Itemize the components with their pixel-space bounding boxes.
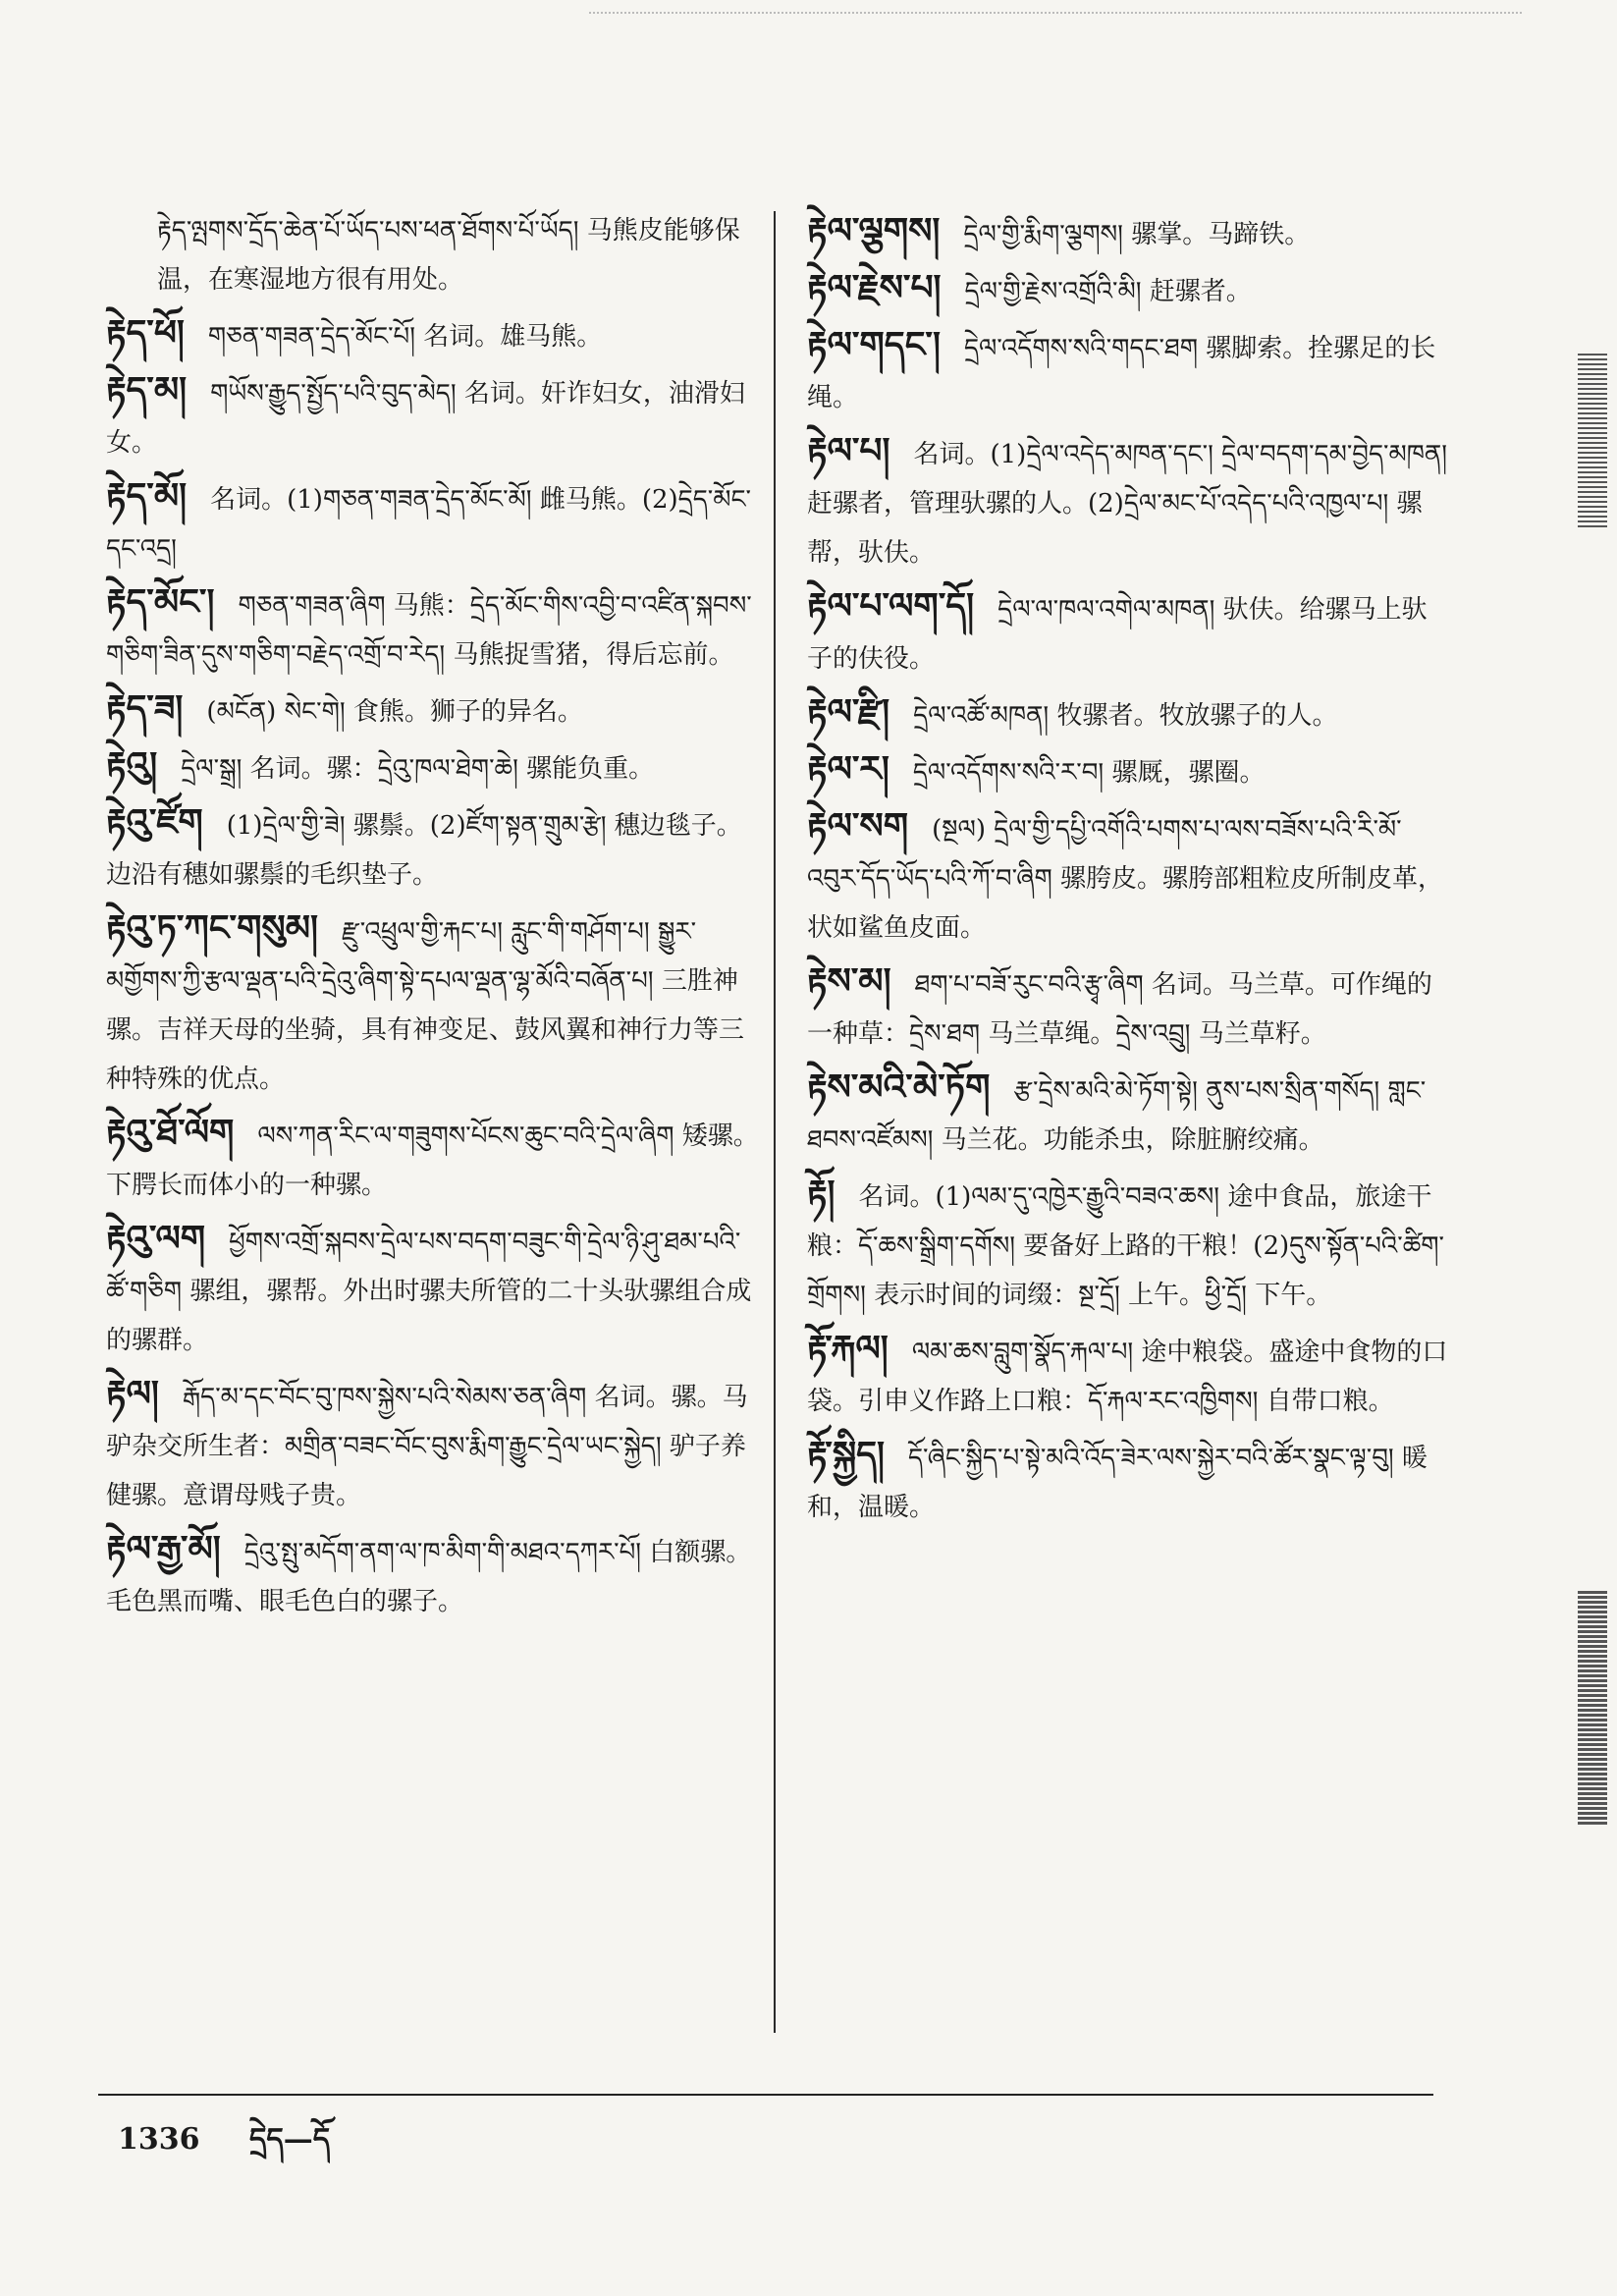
dictionary-entry <box>807 957 1450 1059</box>
entry-headword: རྟེལ་རྫི། <box>807 691 890 733</box>
entry-definition: རྟེད་ལྤགས་དྲོད་ཆེན་པོ་ཡོད་པས་ཕན་ཐོགས་པོ་ཡོད། 马熊皮能够保温，在寒湿地方很有用处。 <box>157 216 740 295</box>
entry-definition: གཡོས་རྒྱུད་སྤྱོད་པའི་བུད་མེད། 名词。奸诈妇女，油滑妇女。 <box>106 379 745 458</box>
dictionary-entry <box>807 206 1450 259</box>
entry-headword: རྟེད་ཟ། <box>106 687 184 729</box>
dictionary-entry <box>106 1108 764 1210</box>
dictionary-entry <box>106 683 764 737</box>
entry-headword: རྟོ། <box>807 1173 835 1214</box>
entry-headword: རྟེལ་ལྕགས། <box>807 210 941 251</box>
entry-headword: རྟེད་མོང་། <box>106 581 215 623</box>
top-edge-dots <box>589 12 1522 20</box>
dictionary-entry <box>807 581 1450 683</box>
dictionary-entry <box>106 471 764 574</box>
entry-headword: རྟེའུ་ཏ་ཀང་གསུམ། <box>106 907 319 949</box>
entry-headword: རྟེད་ཕོ། <box>106 312 185 354</box>
entry-definition: དྲེལ་སྒྲ། 名词。骡：དྲེའུ་ཁལ་ཐེག་ཆེ། 骡能负重。 <box>181 754 655 784</box>
dictionary-entry <box>807 426 1450 577</box>
dictionary-entry <box>106 577 764 680</box>
dictionary-entry <box>807 801 1450 953</box>
entry-definition: ཐག་པ་བཟོ་རུང་བའི་རྩྭ་ཞིག 名词。马兰草。可作绳的一种草：དྲེས་ཐག 马兰草绳。དྲེས་འབྲུ། 马兰草籽。 <box>807 970 1432 1049</box>
footer-rule <box>98 2094 1433 2096</box>
entry-definition: (1)དྲེལ་གྱི་ཟེ། 骡鬃。(2)ཛོག་སྟན་གྲུམ་རྩེ། 穗边毯子。边沿有穗如骡鬃的毛织垫子。 <box>106 811 742 890</box>
entry-headword: རྟེལ་ར། <box>807 748 889 790</box>
dictionary-entry <box>106 740 764 793</box>
entry-headword: རྟེའུ་ཐོ་ལོག <box>106 1112 235 1153</box>
entry-headword: རྟོ་རྐལ། <box>807 1328 889 1369</box>
dictionary-entry <box>807 1430 1450 1532</box>
entry-definition: དྲེལ་ལ་ཁལ་འགེལ་མཁན། 驮伕。给骡马上驮子的伕役。 <box>807 595 1428 674</box>
entry-headword: རྟེལ་རྗེས་པ། <box>807 267 942 308</box>
page-number: 1336 <box>118 2122 200 2157</box>
dictionary-entry <box>807 1169 1450 1320</box>
dictionary-entry <box>106 365 764 467</box>
entry-definition: དོ་ཞིང་སྐྱིད་པ་སྟེ་མའི་འོད་ཟེར་ལས་སྐྱེར་བའི་ཚོར་སྣང་ལྟ་བུ། 暖和，温暖。 <box>807 1444 1428 1522</box>
entry-definition: དྲེལ་འཚོ་མཁན། 牧骡者。牧放骡子的人。 <box>913 701 1338 731</box>
dictionary-entry <box>106 797 764 900</box>
entry-headword: རྟེལ་པ། <box>807 430 890 471</box>
entry-definition: དྲེལ་གྱི་རྗེས་འགྲོའི་མི། 赶骡者。 <box>964 277 1252 306</box>
entry-headword: རྟེལ་སག <box>807 805 909 847</box>
page-footer <box>118 2106 330 2189</box>
entry-headword: རྟེལ་པ་ལག་དོ། <box>807 585 975 627</box>
entry-headword: རྟེའུ། <box>106 744 158 786</box>
scan-edge-marks <box>1578 354 1607 530</box>
left-column <box>106 206 764 1630</box>
entry-definition: གཅན་གཟན་དྲེད་མོང་པོ། 名词。雄马熊。 <box>207 322 603 352</box>
entry-definition: ཕྱོགས་འགྲོ་སྐབས་དྲེལ་པས་བདག་བཟུང་གི་དྲེལ་ཉི་ཤུ་ཐམ་པའི་ཚོ་གཅིག 骡组，骡帮。外出时骡夫所管的二十头驮骡组合成的骡群。 <box>106 1228 752 1355</box>
entry-definition: རྩ་དྲེས་མའི་མེ་ཏོག་སྟེ། ནུས་པས་སྲིན་གསོད། གླང་ཐབས་འཛོམས། 马兰花。功能杀虫，除脏腑绞痛。 <box>807 1076 1427 1155</box>
entry-definition: (མངོན) སེང་གེ། 食熊。狮子的异名。 <box>206 697 583 727</box>
entry-definition: དྲེལ་འདོགས་སའི་གདང་ཐག 骡脚索。拴骡足的长绳。 <box>807 334 1436 412</box>
entry-headword: རྟེས་མ། <box>807 960 891 1002</box>
dictionary-entry <box>106 1524 764 1626</box>
dictionary-entry <box>106 903 764 1104</box>
entry-definition: ལམ་ཆས་བླུག་སྣོད་རྐལ་པ། 途中粮袋。盛途中食物的口袋。引申义作路上口粮：དོ་རྐལ་རང་འཁྱིགས། 自带口粮。 <box>807 1338 1448 1416</box>
entry-definition: 名词。(1)དྲེལ་འདེད་མཁན་དང་། དྲེལ་བདག་དམ་བྱེད་མཁན། 赶骡者，管理驮骡的人。(2)དྲེལ་མང་པོ་འདེད་པའི་འཁྱལ་པ། 骡帮，驮伕。 <box>807 440 1448 568</box>
dictionary-entry <box>807 744 1450 797</box>
entry-definition: རྫུ་འཕྲུལ་གྱི་རྐང་པ། རླུང་གི་གཤོག་པ། སྒྱུར་མགྱོགས་ཀྱི་རྩལ་ལྡན་པའི་དྲེའུ་ཞིག་སྟེ་དཔལ་ལྡན་ལྷ་མོའི་བཞོན་པ། 三胜神骡。吉祥天母的坐骑，具有神变足、鼓风翼和神行力等三种特殊的优点。 <box>106 917 745 1094</box>
dictionary-entry <box>807 320 1450 422</box>
entry-definition: 名词。(1)ལམ་དུ་འཁྱེར་རྒྱུའི་བཟའ་ཆས། 途中食品，旅途干粮：དོ་ཆས་སྒྲིག་དགོས། 要备好上路的干粮！(2)དུས་སྟོན་པའི་ཚིག་གྲོགས། 表示时间的词缀：སྔ་དྲོ། 上午。ཕྱི་དྲོ། 下午。 <box>807 1182 1445 1310</box>
dictionary-entry <box>807 687 1450 740</box>
dictionary-entry <box>807 263 1450 316</box>
entry-definition: དྲེལ་འདོགས་སའི་ར་བ། 骡厩，骡圈。 <box>912 758 1266 788</box>
dictionary-entry <box>106 1214 764 1365</box>
entry-headword: རྟེའུ་ཛོག <box>106 801 203 843</box>
entry-headword: རྟོ་སྐྱིད། <box>807 1434 885 1475</box>
entry-definition: (སྔལ) དྲེལ་གྱི་དཔྱི་འགོའི་པགས་པ་ལས་བཟོས་པའི་རི་མོ་འབུར་དོད་ཡོད་པའི་ཀོ་བ་ཞིག 骡胯皮。骡胯部粗粒皮所制皮革，状如鲨鱼皮面。 <box>807 815 1444 943</box>
entry-definition: གཅན་གཟན་ཞིག 马熊：དྲེད་མོང་གིས་འབྱི་བ་འཛིན་སྐབས་གཅིག་ཟིན་དུས་གཅིག་བརྗེད་འགྲོ་བ་རེད། 马熊捉雪猪，得后忘前。 <box>106 591 752 670</box>
entry-headword: རྟེའུ་ལག <box>106 1218 206 1259</box>
dictionary-entry <box>106 206 764 304</box>
entry-headword: རྟེལ་རྒྱ་མོ། <box>106 1528 221 1569</box>
entry-headword: རྟེས་མའི་མེ་ཏོག <box>807 1066 991 1108</box>
page-range: དྲེད—དོ <box>248 2122 331 2157</box>
entry-headword: རྟེལ་གདང་། <box>807 324 941 365</box>
entry-definition: ལས་ཀན་རིང་ལ་གཟུགས་པོངས་ཆུང་བའི་དྲེལ་ཞིག 矮骡。下腭长而体小的一种骡。 <box>106 1121 759 1200</box>
scan-edge-marks <box>1578 1591 1607 1827</box>
entry-definition: རྒོད་མ་དང་བོང་བུ་ཁས་སྐྱེས་པའི་སེམས་ཅན་ཞིག 名词。骡。马驴杂交所生者：མགྲིན་བཟང་བོང་བུས་རྨིག་རྒྱུང་དྲེལ་ཡང་སྐྱེད། 驴子养健骡。意谓母贱子贵。 <box>106 1383 748 1510</box>
entry-definition: 名词。(1)གཅན་གཟན་དྲེད་མོང་མོ། 雌马熊。(2)དྲེད་མོང་དང་འདྲ། <box>106 485 751 564</box>
entry-headword: རྟེད་མ། <box>106 369 188 410</box>
entry-definition: དྲེའུ་སྤུ་མདོག་ནག་ལ་ཁ་མིག་གི་མཐའ་དཀར་པོ། 白额骡。毛色黑而嘴、眼毛色白的骡子。 <box>106 1538 752 1616</box>
entry-headword: རྟེལ། <box>106 1373 159 1414</box>
dictionary-entry <box>106 1369 764 1520</box>
right-column <box>807 206 1450 1536</box>
dictionary-entry <box>807 1063 1450 1165</box>
dictionary-entry <box>807 1324 1450 1426</box>
entry-headword: རྟེད་མོ། <box>106 475 188 517</box>
dictionary-entry <box>106 308 764 361</box>
column-divider <box>774 211 776 2033</box>
entry-definition: དྲེལ་གྱི་རྨིག་ལྕགས། 骡掌。马蹄铁。 <box>963 220 1311 249</box>
